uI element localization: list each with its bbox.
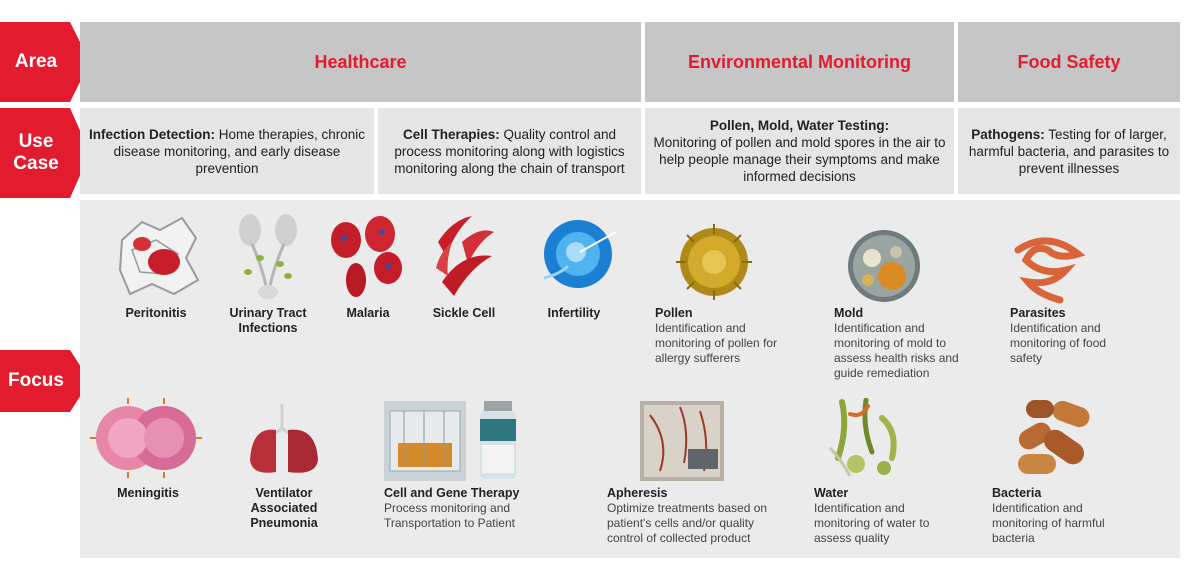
focus-name: Meningitis [117, 486, 179, 500]
focus-bacteria [992, 486, 1132, 546]
use-case-pollen-mold-water [645, 108, 954, 194]
use-case-text: Monitoring of pollen and mold spores in the air to help people manage their symptoms and make informed decisions [653, 135, 946, 184]
urinary-tract-icon [236, 212, 300, 302]
row-label-use-case: Use Case [13, 131, 59, 174]
area-food-safety-label: Food Safety [1017, 51, 1121, 72]
focus-meningitis [100, 486, 196, 501]
focus-name: Water [814, 486, 849, 500]
peritonitis-icon [112, 210, 204, 302]
focus-infertility [526, 306, 622, 321]
use-case-title: Pathogens: [971, 126, 1045, 142]
focus-malaria [320, 306, 416, 321]
focus-name: Mold [834, 306, 864, 320]
focus-parasites [1010, 306, 1130, 366]
focus-name: Peritonitis [125, 306, 187, 320]
focus-ventilator-associated-pneumonia [236, 486, 332, 531]
focus-water [814, 486, 964, 546]
use-case-title: Infection Detection: [88, 126, 215, 142]
bacteria-icon [1012, 396, 1096, 480]
parasites-icon [1008, 230, 1086, 306]
mold-icon [846, 228, 922, 304]
focus-name: Pollen [655, 306, 693, 320]
vial-icon [474, 401, 522, 481]
use-case-text: Quality control and process monitoring along with logistics monitoring along the chain of transport [394, 126, 625, 176]
row-tab-focus [0, 350, 90, 412]
area-environmental-label: Environmental Monitoring [688, 51, 911, 72]
focus-urinary-tract-infections [220, 306, 316, 336]
use-case-cell-therapies [378, 108, 641, 194]
focus-description: Identification and monitoring of harmful bacteria [992, 501, 1105, 545]
malaria-icon [326, 212, 406, 300]
focus-name: Sickle Cell [432, 306, 496, 320]
row-label-area: Area [14, 51, 58, 72]
use-case-pathogens [958, 108, 1180, 194]
focus-description: Identification and monitoring of mold to assess health risks and guide remediation [834, 321, 959, 380]
focus-name: Infertility [547, 306, 601, 320]
use-case-text: Testing for of larger, harmful bacteria, and parasites to prevent illnesses [968, 126, 1170, 176]
area-healthcare [80, 22, 641, 102]
pollen-icon [676, 224, 752, 300]
row-tab-area [0, 22, 90, 102]
area-environmental-monitoring [645, 22, 954, 102]
meningitis-icon [90, 398, 202, 478]
use-case-title: Cell Therapies: [402, 126, 500, 142]
focus-apheresis [607, 486, 787, 546]
lungs-icon [246, 400, 322, 478]
infertility-icon [540, 216, 618, 294]
focus-name: Apheresis [607, 486, 668, 500]
focus-pollen [655, 306, 805, 366]
focus-description: Optimize treatments based on patient's cells and/or quality control of collected product [607, 501, 768, 545]
focus-cell-and-gene-therapy [384, 486, 544, 531]
focus-description: Identification and monitoring of pollen for allergy sufferers [655, 321, 778, 365]
focus-peritonitis [108, 306, 204, 321]
apheresis-photo [640, 401, 724, 481]
focus-description: Process monitoring and Transportation to Patient [384, 501, 515, 530]
focus-name: Urinary Tract Infections [229, 306, 307, 335]
use-case-text: Home therapies, chronic disease monitoring, and early disease prevention [113, 126, 366, 176]
focus-description: Identification and monitoring of water to assess quality [814, 501, 930, 545]
area-food-safety [958, 22, 1180, 102]
focus-name: Bacteria [992, 486, 1042, 500]
sickle-cell-icon [432, 212, 498, 300]
focus-description: Identification and monitoring of food safety [1010, 321, 1107, 365]
row-tab-use-case [0, 108, 90, 198]
use-case-title: Pollen, Mold, Water Testing: [709, 118, 890, 133]
row-label-focus: Focus [8, 370, 64, 391]
cell-gene-lab-photo [384, 401, 466, 481]
focus-name: Cell and Gene Therapy [384, 486, 520, 500]
focus-name: Ventilator Associated Pneumonia [250, 486, 318, 530]
area-healthcare-label: Healthcare [314, 51, 407, 72]
focus-name: Parasites [1010, 306, 1066, 320]
use-case-infection-detection [80, 108, 374, 194]
focus-sickle-cell [416, 306, 512, 321]
water-icon [826, 398, 910, 480]
focus-mold [834, 306, 984, 381]
focus-name: Malaria [346, 306, 390, 320]
